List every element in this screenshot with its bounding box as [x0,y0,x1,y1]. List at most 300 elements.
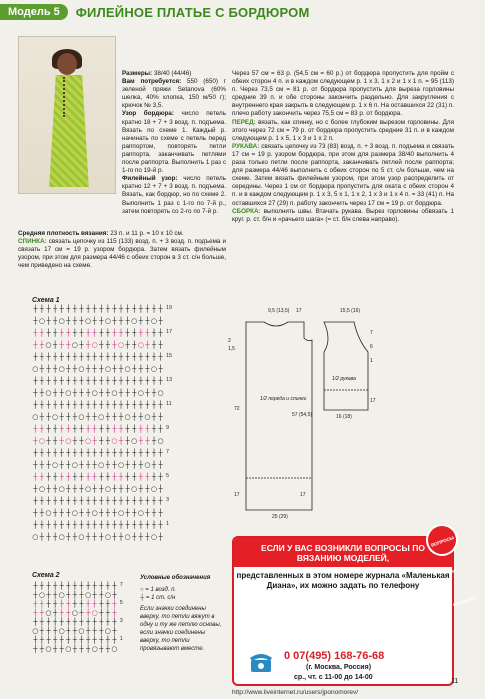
chart-row-number: 1 [119,636,123,642]
stitch-symbol: ┼ [105,600,110,608]
stitch-symbol: ┼ [79,401,84,409]
chart-row-number: 1 [166,521,170,527]
stitch-symbol: ┼ [145,533,150,541]
dim-s1: 7 [370,330,373,336]
stitch-symbol: ┼ [99,600,104,608]
materials-text: 550 (650) г зеленой пряжи Setanova (60% шелка, 40% хлопка, 150 м/50 г); крючок № 3,5. [122,78,227,110]
stitch-symbol: ┼ [52,365,58,373]
stitch-symbol: ┼ [138,329,143,337]
stitch-symbol: ┼ [33,437,38,445]
chart-row [32,497,164,506]
stitch-symbol: ┼ [39,377,44,385]
stitch-symbol: ┼ [72,600,77,608]
stitch-symbol: ┼ [72,425,77,433]
stitch-symbol: ┼ [52,636,58,644]
chart-row-number: 9 [166,425,170,431]
chart-row [32,461,164,470]
stitch-symbol: ┼ [46,449,51,457]
stitch-symbol: ┼ [52,591,58,599]
stitch-symbol: ┼ [138,317,143,325]
stitch-symbol: ┼ [52,437,58,445]
banner-phone[interactable]: 0 07(495) 168-76-68 [284,650,385,662]
filet-text: число петель кратно 12 + 7 + 3 возд. п. подъема. Вязать, как бордюр, но по схеме 2. Выполнить 1 раз с 1-го по 7-й р., затем повторять со 2-го по 7-й р. [122,175,226,215]
stitch-symbol: ┼ [132,461,137,469]
stitch-symbol: ○ [91,509,98,517]
stitch-symbol: ┼ [72,377,77,385]
stitch-symbol: ┼ [33,341,38,349]
assembly-text: выполнить швы. Втачать рукава. Вырез горловины обвязать 1 круг. р. ст. б/н и «рачьего шага» (= ст. б/н слева направо). [232,207,455,223]
stitch-symbol: ┼ [145,449,150,457]
stitch-symbol: ┼ [118,425,124,433]
stitch-symbol: ┼ [158,305,163,313]
dim-w1: 25 (29) [272,514,288,520]
stitch-symbol: ┼ [33,317,38,325]
stitch-symbol: ○ [78,365,85,373]
stitch-symbol: ┼ [72,533,77,541]
dim-h3: 17 [234,492,240,498]
stitch-symbol: ┼ [66,618,71,626]
stitch-symbol: ┼ [72,591,77,599]
banner-hours: ср., чт. с 11-00 до 14-00 [294,674,373,681]
stitch-symbol: ○ [137,389,144,397]
stitch-symbol: ┼ [125,317,130,325]
stitch-symbol: ┼ [158,473,163,481]
stitch-symbol: ┼ [158,341,163,349]
stitch-symbol: ┼ [158,377,163,385]
stitch-symbol: ┼ [52,600,58,608]
stitch-symbol: ┼ [99,591,104,599]
stitch-symbol: ○ [111,645,118,653]
stitch-symbol: ┼ [138,413,143,421]
chart-row-number: 3 [119,618,123,624]
stitch-symbol: ┼ [105,377,110,385]
stitch-symbol: ○ [117,509,125,517]
stitch-symbol: ┼ [125,353,130,361]
stitch-symbol: ┼ [132,401,137,409]
scheme-2-label: Схема 2 [32,572,60,579]
stitch-symbol: ┼ [52,317,58,325]
stitch-symbol: ┼ [72,389,77,397]
chart-row [32,401,164,410]
stitch-symbol: ┼ [92,425,97,433]
stitch-symbol: ┼ [85,627,91,635]
chart-row [32,582,118,591]
footer-url[interactable]: http://www.liveinternet.ru/users/jponomorev/ [232,689,359,696]
stitch-symbol: ┼ [33,305,38,313]
stitch-symbol: ┼ [145,317,150,325]
stitch-symbol: ┼ [79,600,84,608]
chart-row [32,329,164,338]
stitch-symbol: ○ [84,591,92,599]
stitch-symbol: ┼ [59,305,64,313]
stitch-symbol: ┼ [59,413,64,421]
stitch-symbol: ┼ [72,582,77,590]
stitch-symbol: ┼ [72,627,77,635]
stitch-symbol: ┼ [138,305,143,313]
stitch-symbol: ┼ [112,449,117,457]
sizes-text: 38/40 (44/46) [153,70,192,77]
stitch-symbol: ┼ [52,389,58,397]
stitch-symbol: ┼ [125,377,130,385]
stitch-symbol: ┼ [118,473,124,481]
stitch-symbol: ┼ [66,509,71,517]
stitch-symbol: ┼ [145,329,150,337]
stitch-symbol: ○ [52,461,59,469]
stitch-symbol: ┼ [52,401,58,409]
stitch-symbol: ┼ [85,609,91,617]
chart-row [32,353,164,362]
stitch-symbol: ┼ [138,437,143,445]
stitch-symbol: ┼ [92,437,97,445]
label-sleeve: 1/2 рукава [332,376,356,382]
stitch-symbol: ┼ [46,627,51,635]
stitch-symbol: ┼ [99,485,104,493]
stitch-symbol: ○ [84,437,92,445]
sizes-label: Размеры: [122,70,153,77]
stitch-symbol: ┼ [92,636,97,644]
stitch-symbol: ┼ [79,609,84,617]
chart-row [32,533,164,542]
page-title: ФИЛЕЙНОЕ ПЛАТЬЕ С БОРДЮРОМ [75,4,310,20]
stitch-symbol: ┼ [92,305,97,313]
stitch-symbol: ┼ [132,425,137,433]
stitch-symbol: ┼ [52,377,58,385]
stitch-symbol: ┼ [52,497,58,505]
stitch-symbol: ┼ [105,618,110,626]
stitch-symbol: ┼ [33,645,38,653]
stitch-symbol: ┼ [79,497,84,505]
stitch-symbol: ┼ [85,413,91,421]
stitch-symbol: ┼ [99,636,104,644]
chart-row [32,485,164,494]
stitch-symbol: ┼ [112,341,117,349]
stitch-symbol: ┼ [46,485,51,493]
stitch-symbol: ┼ [92,329,97,337]
stitch-symbol: ┼ [52,425,58,433]
stitch-symbol: ┼ [118,437,124,445]
stitch-symbol: ┼ [39,425,44,433]
stitch-symbol: ┼ [132,473,137,481]
stitch-symbol: ┼ [79,636,84,644]
materials-label: Вам потребуется: [122,78,182,86]
chart-row-number: 15 [166,353,173,359]
stitch-symbol: ○ [65,645,72,653]
stitch-symbol: ┼ [85,473,91,481]
stitch-symbol: ┼ [125,329,130,337]
stitch-symbol: ┼ [52,305,58,313]
stitch-symbol: ┼ [39,497,44,505]
stitch-symbol: ┼ [39,600,44,608]
stitch-symbol: ○ [111,389,118,397]
stitch-symbol: ┼ [59,329,64,337]
stitch-symbol: ┼ [33,353,38,361]
stitch-symbol: ┼ [85,401,91,409]
header-bar [0,0,463,20]
stitch-symbol: ┼ [112,627,117,635]
stitch-symbol: ○ [131,317,138,325]
stitch-symbol: ┼ [151,473,157,481]
stitch-symbol: ┼ [151,329,157,337]
stitch-symbol: ┼ [99,317,104,325]
stitch-symbol: ┼ [59,461,64,469]
stitch-symbol: ┼ [105,353,110,361]
stitch-symbol: ○ [124,365,131,373]
stitch-symbol: ┼ [99,627,104,635]
stitch-symbol: ┼ [72,636,77,644]
stitch-symbol: ┼ [39,509,44,517]
stitch-symbol: ┼ [85,425,91,433]
stitch-symbol: ┼ [46,591,51,599]
stitch-symbol: ┼ [79,437,84,445]
stitch-symbol: ┼ [33,425,38,433]
stitch-symbol: ┼ [85,636,91,644]
stitch-symbol: ┼ [46,521,51,529]
stitch-symbol: ┼ [33,389,38,397]
stitch-symbol: ┼ [33,600,38,608]
stitch-symbol: ○ [98,413,105,421]
legend-title: Условные обозначения [140,575,211,581]
stitch-symbol: ┼ [46,365,51,373]
stitch-symbol: ┼ [46,533,51,541]
stitch-symbol: ┼ [105,509,110,517]
stitch-symbol: ┼ [72,317,77,325]
stitch-symbol: ┼ [52,353,58,361]
stitch-symbol: ┼ [85,329,91,337]
stitch-symbol: ┼ [59,425,64,433]
stitch-symbol: ┼ [138,365,143,373]
stitch-symbol: ┼ [125,401,130,409]
stitch-symbol: ┼ [112,317,117,325]
stitch-symbol: ┼ [66,591,71,599]
stitch-symbol: ┼ [132,341,137,349]
legend-dc: = 1 ст. с/н [145,595,176,601]
stitch-symbol: ┼ [132,305,137,313]
stitch-symbol: ┼ [72,645,77,653]
stitch-symbol: ┼ [52,449,58,457]
stitch-symbol: ┼ [99,645,104,653]
banner-city: (г. Москва, Россия) [306,664,372,671]
dim-s2: 6 [370,344,373,350]
stitch-symbol: ┼ [66,609,71,617]
stitch-symbol: ┼ [158,365,163,373]
stitch-symbol: ┼ [72,365,77,373]
stitch-symbol: ┼ [105,341,110,349]
help-seal: ВОПРОСЫ ПО ВЯЗАНИЮ [421,519,462,560]
stitch-symbol: ┼ [59,449,64,457]
stitch-symbol: ○ [104,365,111,373]
stitch-symbol: ┼ [46,600,51,608]
stitch-symbol: ┼ [66,353,71,361]
stitch-symbol: ┼ [72,413,77,421]
stitch-symbol: ┼ [39,645,44,653]
stitch-symbol: ┼ [59,509,64,517]
stitch-symbol: ┼ [52,627,58,635]
stitch-symbol: ┼ [72,353,77,361]
stitch-symbol: ┼ [66,317,71,325]
stitch-symbol: ┼ [59,609,64,617]
stitch-symbol: ┼ [145,377,150,385]
stitch-symbol: ┼ [46,413,51,421]
stitch-symbol: ┼ [46,461,51,469]
stitch-symbol: ┼ [85,645,91,653]
stitch-symbol: ┼ [145,509,150,517]
stitch-symbol: ○ [71,609,78,617]
help-banner [232,534,477,686]
dim-left-2: 1,5 [228,346,235,352]
stitch-symbol: ○ [157,437,164,445]
stitch-symbol: ┼ [39,582,44,590]
stitch-symbol: ○ [124,413,131,421]
stitch-symbol: ┼ [92,485,97,493]
front-text: вязать, как спинку, но с более глубоким вырезом горловины. Для этого через 72 см = 79 р. от бордюра пропустить средние 31 п. и в каждом следующем р. 1 х 5, 1 х 3 и 1 х 2 п. [232,118,454,142]
stitch-symbol: ┼ [112,377,117,385]
instructions-col-2 [232,70,454,224]
stitch-symbol: ○ [45,341,52,349]
legend-note: Если значки соединены вверху, то петли вяжут в одну и ту же петлю основы, если значки соединены вверху, то петли провязывают вместе. [140,606,222,652]
stitch-symbol: ┼ [92,521,97,529]
stitch-symbol: ┼ [118,365,124,373]
stitch-symbol: ┼ [118,377,124,385]
model-label: Модель 5 [0,4,68,20]
stitch-symbol: ┼ [112,609,117,617]
stitch-symbol: ┼ [79,377,84,385]
stitch-symbol: ┼ [79,521,84,529]
stitch-symbol: ○ [117,461,125,469]
stitch-symbol: ┼ [118,401,124,409]
stitch-symbol: ┼ [125,473,130,481]
stitch-symbol: ┼ [66,600,71,608]
stitch-symbol: ┼ [99,365,104,373]
stitch-symbol: ┼ [99,353,104,361]
stitch-symbol: ┼ [66,425,71,433]
stitch-symbol: ┼ [125,485,130,493]
stitch-symbol: ┼ [79,509,84,517]
stitch-symbol: ┼ [151,353,157,361]
stitch-symbol: ┼ [125,521,130,529]
chart-row [32,413,164,422]
instructions-col-1 [122,70,226,216]
stitch-symbol: ┼ [66,401,71,409]
stitch-symbol: ┼ [105,645,110,653]
stitch-symbol: ┼ [112,582,117,590]
stitch-symbol: ┼ [99,329,104,337]
stitch-symbol: ┼ [46,636,51,644]
stitch-symbol: ┼ [72,305,77,313]
stitch-symbol: ┼ [105,401,110,409]
stitch-symbol: ┼ [138,449,143,457]
stitch-symbol: ┼ [99,497,104,505]
stitch-symbol: ┼ [99,521,104,529]
stitch-symbol: ┼ [99,473,104,481]
stitch-symbol: ┼ [92,600,97,608]
stitch-symbol: ┼ [72,401,77,409]
instructions-col-1-bottom [18,230,226,270]
dim-top-3: 15,5 (16) [340,308,361,314]
stitch-symbol: ┼ [66,582,71,590]
stitch-symbol: ┼ [72,449,77,457]
stitch-symbol: ○ [104,533,111,541]
stitch-symbol: ┼ [132,497,137,505]
stitch-symbol: ┼ [112,509,117,517]
chart-row [32,305,164,314]
dim-h1: 72 [234,406,240,412]
sleeves-text: связать цепочку из 73 (83) возд. п. + 3 возд. п. подъема и связать 17 см = 19 р. узором бордюра, при этом для размера 38/40 выполнить 4 раза только петли после раппорта, заканчивать петлей после раппорта; для размера 44/46 выполнить с обеих сторон по 5 ст. с/н больше, чем на схеме. Затем вязать филейным узором, при этом узор распределить от середины. Через 1 см от бордюра пропустить для оката с обеих сторон 4 п. и в каждом следующем р. 1 х 3, 5 х 1, 1 х 2, 1 х 3 и 1 х 4 п. = 33 (41) п. На оставшихся 27 (29) п. работу закончить через 17 см = 19 р. от бордюра. [232,142,455,207]
chart-row [32,609,118,618]
stitch-symbol: ┼ [145,473,150,481]
stitch-symbol: ┼ [72,521,77,529]
stitch-symbol: ┼ [151,377,157,385]
stitch-symbol: ┼ [138,401,143,409]
stitch-symbol: ┼ [145,341,150,349]
stitch-symbol: ┼ [92,317,97,325]
chart-row [32,521,164,530]
stitch-symbol: ○ [45,509,52,517]
stitch-symbol: ┼ [85,449,91,457]
stitch-symbol: ┼ [118,521,124,529]
stitch-symbol: ┼ [112,533,117,541]
stitch-symbol: ○ [84,317,92,325]
stitch-symbol: ┼ [105,521,110,529]
stitch-symbol: ○ [52,413,59,421]
stitch-symbol: ┼ [138,521,143,529]
stitch-symbol: ┼ [46,401,51,409]
stitch-symbol: ┼ [158,317,163,325]
stitch-symbol: ┼ [39,389,44,397]
border-text: число петель кратно 18 + 7 + 3 возд. п. подъема. Вязать по схеме 1. Каждый р. начинать по схеме с петель перед раппортом, повторять петли раппорта, заканчивать петлями после раппорта. Выполнить 1 раз с 1-го по 19-й р. [122,110,227,175]
stitch-symbol: ┼ [112,401,117,409]
stitch-symbol: ┼ [92,533,97,541]
stitch-symbol: ┼ [66,627,71,635]
stitch-symbol: ┼ [39,618,44,626]
stitch-symbol: ┼ [33,521,38,529]
chart-row [32,425,164,434]
chart-row-number: 17 [166,329,173,335]
stitch-symbol: ┼ [105,437,110,445]
stitch-symbol: ┼ [151,509,157,517]
stitch-symbol: ○ [91,645,98,653]
stitch-symbol: ┼ [125,497,130,505]
stitch-symbol: ┼ [92,473,97,481]
stitch-symbol: ┼ [33,461,38,469]
stitch-symbol: ○ [38,317,45,325]
stitch-symbol: ┼ [151,521,157,529]
chart-row [32,437,164,446]
stitch-symbol: ┼ [112,461,117,469]
stitch-symbol: ○ [150,317,158,325]
legend-chain: = 1 возд. п. [145,587,177,593]
stitch-symbol: ┼ [33,329,38,337]
stitch-symbol: ┼ [33,401,38,409]
stitch-symbol: ┼ [72,497,77,505]
stitch-symbol: ┼ [138,377,143,385]
stitch-symbol: ┼ [151,305,157,313]
stitch-symbol: ┼ [85,305,91,313]
stitch-symbol: ○ [137,509,144,517]
stitch-symbol: ┼ [39,473,44,481]
stitch-symbol: ┼ [158,509,163,517]
stitch-symbol: ○ [38,437,45,445]
chart-row [32,449,164,458]
stitch-symbol: ┼ [46,618,51,626]
stitch-symbol: ┼ [138,533,143,541]
stitch-symbol: ┼ [158,449,163,457]
stitch-symbol: ○ [144,461,151,469]
stitch-symbol: ┼ [118,449,124,457]
chart-row [32,627,118,636]
stitch-symbol: ┼ [59,618,64,626]
stitch-symbol: ┼ [105,609,110,617]
stitch-symbol: ┼ [158,353,163,361]
